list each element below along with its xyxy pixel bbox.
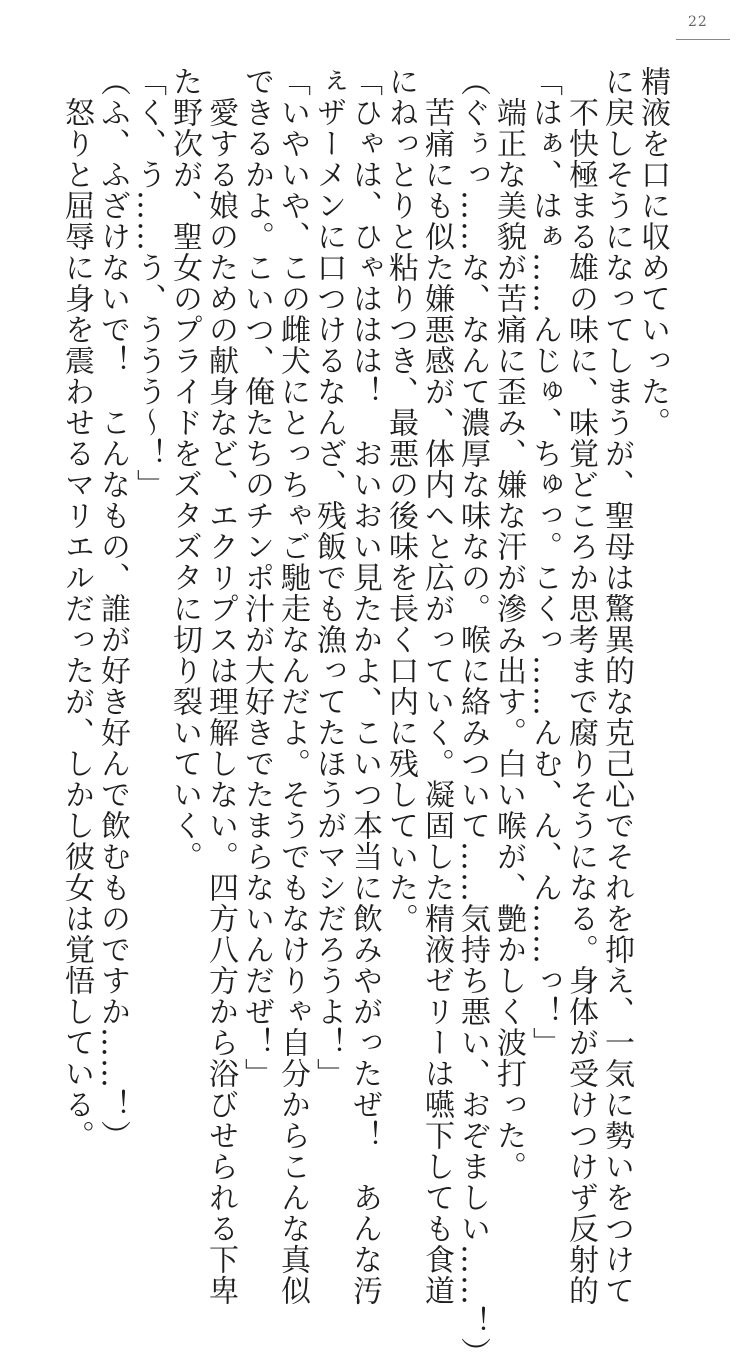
header-rule [676, 39, 730, 40]
text-line: 端正な美貌が苦痛に歪み、嫌な汗が滲み出す。白い喉が、艶かしく波打った。 [491, 66, 526, 1182]
text-line: 怒りと屈辱に身を震わせるマリエルだったが、しかし彼女は覚悟している。 [59, 66, 94, 1151]
page-number: 22 [688, 14, 708, 30]
text-line: にねっとりと粘りつき、最悪の後味を長く口内に残していた。 [383, 66, 418, 934]
text-line: 「ひゃは、ひゃははは！ おいおい見たかよ、こいつ本当に飲みやがったぜ！ あんな汚 [347, 66, 382, 1306]
vertical-text-body [30, 66, 670, 1368]
text-line: 「く、う……う、ううう～！」 [131, 66, 166, 500]
text-line: に戻しそうになってしまうが、聖母は驚異的な克己心でそれを抑え、一気に勢いをつけて [599, 66, 634, 1306]
text-line: 苦痛にも似た嫌悪感が、体内へと広がっていく。凝固した精液ゼリーは嚥下しても食道 [419, 66, 454, 1306]
text-line: （ふ、ふざけないで！ こんなもの、誰が好き好んで飲むものですか……！） [95, 66, 130, 1151]
text-line: 「はぁ、はぁ……んじゅ、ちゅっ。こくっ……んむ、ん、ん……っ！」 [527, 66, 562, 1058]
text-line: できるかよ。こいつ、俺たちのチンポ汁が大好きでたまらないんだぜ！」 [239, 66, 274, 1089]
text-line: ぇザーメンに口つけるなんざ、残飯でも漁ってたほうがマシだろうよ！」 [311, 66, 346, 1089]
text-line: （ぐぅっ……な、なんて濃厚な味なの。喉に絡みついて……気持ち悪い、おぞましい……！） [455, 66, 490, 1368]
text-line: た野次が、聖女のプライドをズタズタに切り裂いていく。 [167, 66, 202, 872]
text-line: 愛する娘のための献身など、エクリプスは理解しない。四方八方から浴びせられる下卑 [203, 66, 238, 1306]
text-line: 「いやいや、この雌犬にとっちゃご馳走なんだよ。そうでもなけりゃ自分からこんな真似 [275, 66, 310, 1306]
text-line: 不快極まる雄の味に、味覚どころか思考まで腐りそうになる。身体が受けつけず反射的 [563, 66, 598, 1306]
text-line: 精液を口に収めていった。 [635, 66, 670, 438]
